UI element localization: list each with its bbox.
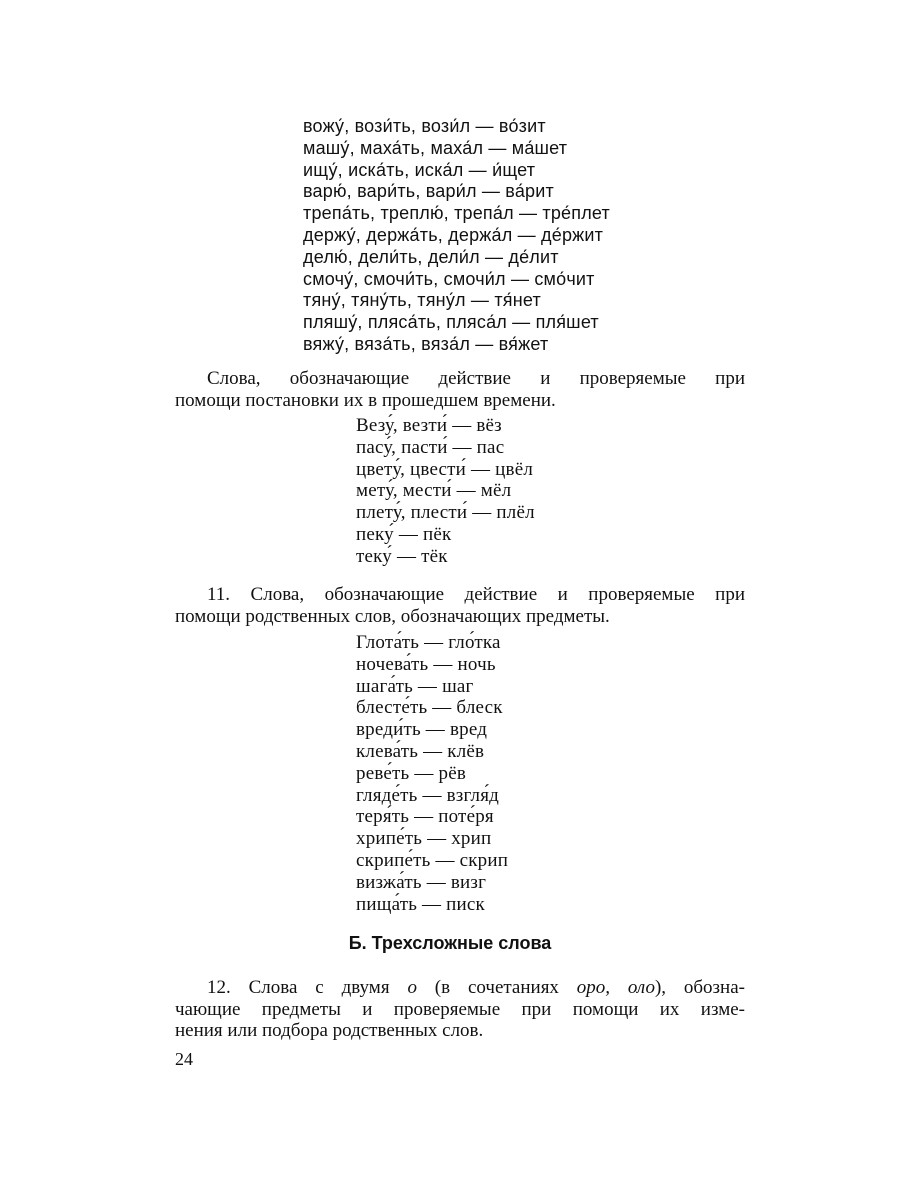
paragraph-line: 11. Слова, обозначающие действие и проверяемые при: [207, 584, 745, 605]
paragraph-12: [175, 977, 745, 1042]
list-item: машу́, маха́ть, маха́л — ма́шет: [303, 137, 568, 158]
list-item: шага́ть — шаг: [356, 675, 474, 697]
list-item: теря́ть — поте́ря: [356, 806, 494, 828]
list-item: делю́, дели́ть, дели́л — де́лит: [303, 246, 559, 267]
italic-combinations: оро, оло: [576, 977, 655, 998]
list-item: гляде́ть — взгля́д: [356, 784, 500, 806]
list-item: вожу́, вози́ть, вози́л — во́зит: [303, 116, 546, 136]
list-item: пеку́ — пёк: [356, 523, 452, 545]
list-item: варю́, вари́ть, вари́л — ва́рит: [303, 181, 554, 202]
list-item: блесте́ть — блеск: [356, 697, 503, 719]
paragraph-line: чающие предметы и проверяемые при помощи их изме-: [175, 998, 745, 1020]
list-item: пасу́, пасти́ — пас: [356, 436, 505, 458]
paragraph-line: Слова, обозначающие действие и проверяемые при: [207, 368, 745, 389]
paragraph-text: (в сочетаниях: [416, 977, 577, 998]
list-item: держу́, держа́ть, держа́л — де́ржит: [303, 224, 604, 245]
list-item: ищу́, иска́ть, иска́л — и́щет: [303, 159, 536, 180]
list-item: ночева́ть — ночь: [356, 653, 496, 675]
list-item: хрипе́ть — хрип: [356, 828, 492, 850]
paragraph-line: [175, 977, 745, 999]
paragraph-line: помощи постановки их в прошедшем времени.: [175, 389, 556, 411]
list-item: мету́, мести́ — мёл: [356, 480, 512, 502]
list-item: плету́, плести́ — плёл: [356, 502, 535, 524]
list-item: вяжу́, вяза́ть, вяза́л — вя́жет: [303, 333, 549, 354]
word-list-related-nouns: [356, 632, 508, 915]
paragraph-line: нения или подбора родственных слов.: [175, 1020, 484, 1042]
list-item: трепа́ть, треплю́, трепа́л — тре́плет: [303, 203, 610, 224]
paragraph-text: ), обозна-: [654, 977, 745, 998]
section-heading: Б. Трехсложные слова: [348, 933, 552, 953]
list-item: Глота́ть — гло́тка: [356, 632, 501, 653]
page-number: 24: [175, 1049, 193, 1069]
paragraph-text: 12. Слова с двумя: [207, 977, 408, 998]
paragraph-11: [175, 584, 745, 627]
paragraph-past-tense-check: [175, 368, 745, 411]
italic-letter: о: [407, 977, 417, 998]
word-list-past-tense: [356, 415, 535, 568]
list-item: вреди́ть — вред: [356, 719, 488, 741]
paragraph-line: помощи родственных слов, обозначающих предметы.: [175, 605, 610, 627]
list-item: визжа́ть — визг: [356, 871, 487, 893]
list-item: Везу́, везти́ — вёз: [356, 415, 502, 436]
list-item: реве́ть — рёв: [356, 762, 466, 784]
list-item: теку́ — тёк: [356, 545, 448, 567]
list-item: пляшу́, пляса́ть, пляса́л — пля́шет: [303, 312, 599, 333]
list-item: клева́ть — клёв: [356, 740, 485, 762]
list-item: смочу́, смочи́ть, смочи́л — смо́чит: [303, 268, 595, 289]
list-item: скрипе́ть — скрип: [356, 849, 509, 871]
list-item: цвету́, цвести́ — цвёл: [356, 458, 534, 480]
word-list-verbs-present-past: [303, 116, 610, 356]
list-item: тяну́, тяну́ть, тяну́л — тя́нет: [303, 290, 541, 311]
list-item: пища́ть — писк: [356, 893, 485, 915]
